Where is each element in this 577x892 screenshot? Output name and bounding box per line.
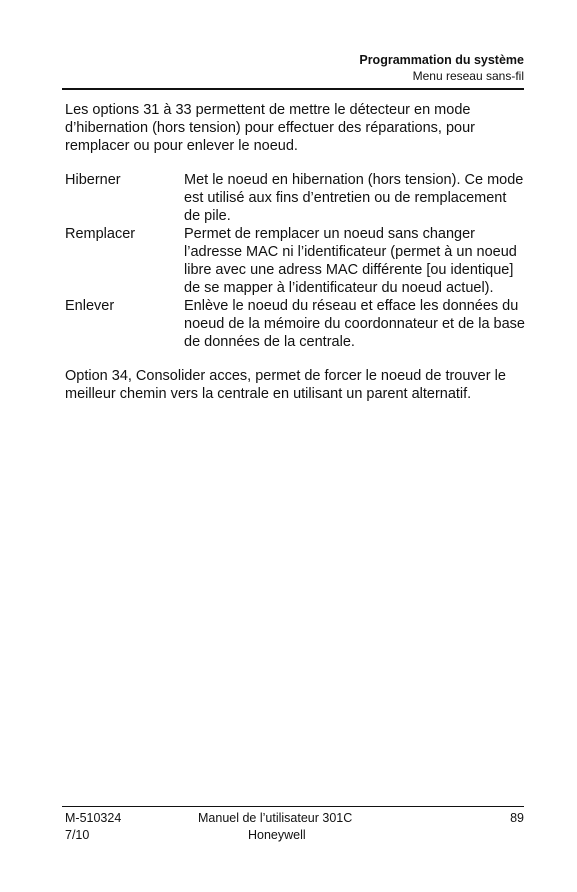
- page-number: 89: [510, 811, 524, 825]
- definition-description: Met le noeud en hibernation (hors tension). Ce mode est utilisé aux fins d’entretien ou de remplacement de pile.: [184, 172, 524, 224]
- definition-item: [65, 171, 525, 225]
- outro-paragraph: Option 34, Consolider acces, permet de forcer le noeud de trouver le meilleur chemin vers la centrale en utilisant un parent alternatif.: [65, 368, 506, 402]
- definition-description: Enlève le noeud du réseau et efface les données du noeud de la mémoire du coordonnateur et de la base de données de la centrale.: [184, 298, 525, 350]
- brand-name: Honeywell: [248, 828, 306, 842]
- footer-manual-info: [198, 810, 398, 844]
- doc-date: 7/10: [65, 828, 90, 842]
- footer-doc-info: [65, 810, 121, 844]
- definition-term: Enlever: [65, 298, 115, 314]
- header-divider: [62, 88, 524, 90]
- definition-item: [65, 225, 525, 297]
- section-title: Programmation du système: [359, 53, 524, 67]
- page-header: [62, 52, 524, 84]
- intro-paragraph: Les options 31 à 33 permettent de mettre le détecteur en mode d’hibernation (hors tension) pour effectuer des réparations, pour remplacer ou pour enlever le noeud.: [65, 102, 476, 154]
- manual-title: Manuel de l’utilisateur 301C: [198, 811, 353, 825]
- definition-description: Permet de remplacer un noeud sans changer l’adresse MAC ni l’identificateur (permet à un noeud libre avec une adress MAC différente [ou identique] de se mapper à l’identificateur du noeud actuel).: [184, 226, 517, 296]
- definition-item: [65, 297, 525, 351]
- definition-list: [65, 171, 525, 351]
- definition-term: Remplacer: [65, 226, 136, 242]
- footer-divider: [62, 806, 524, 807]
- doc-number: M-510324: [65, 811, 122, 825]
- definition-term: Hiberner: [65, 172, 121, 188]
- page-body: [65, 101, 525, 403]
- subsection-title: Menu reseau sans-fil: [412, 69, 524, 83]
